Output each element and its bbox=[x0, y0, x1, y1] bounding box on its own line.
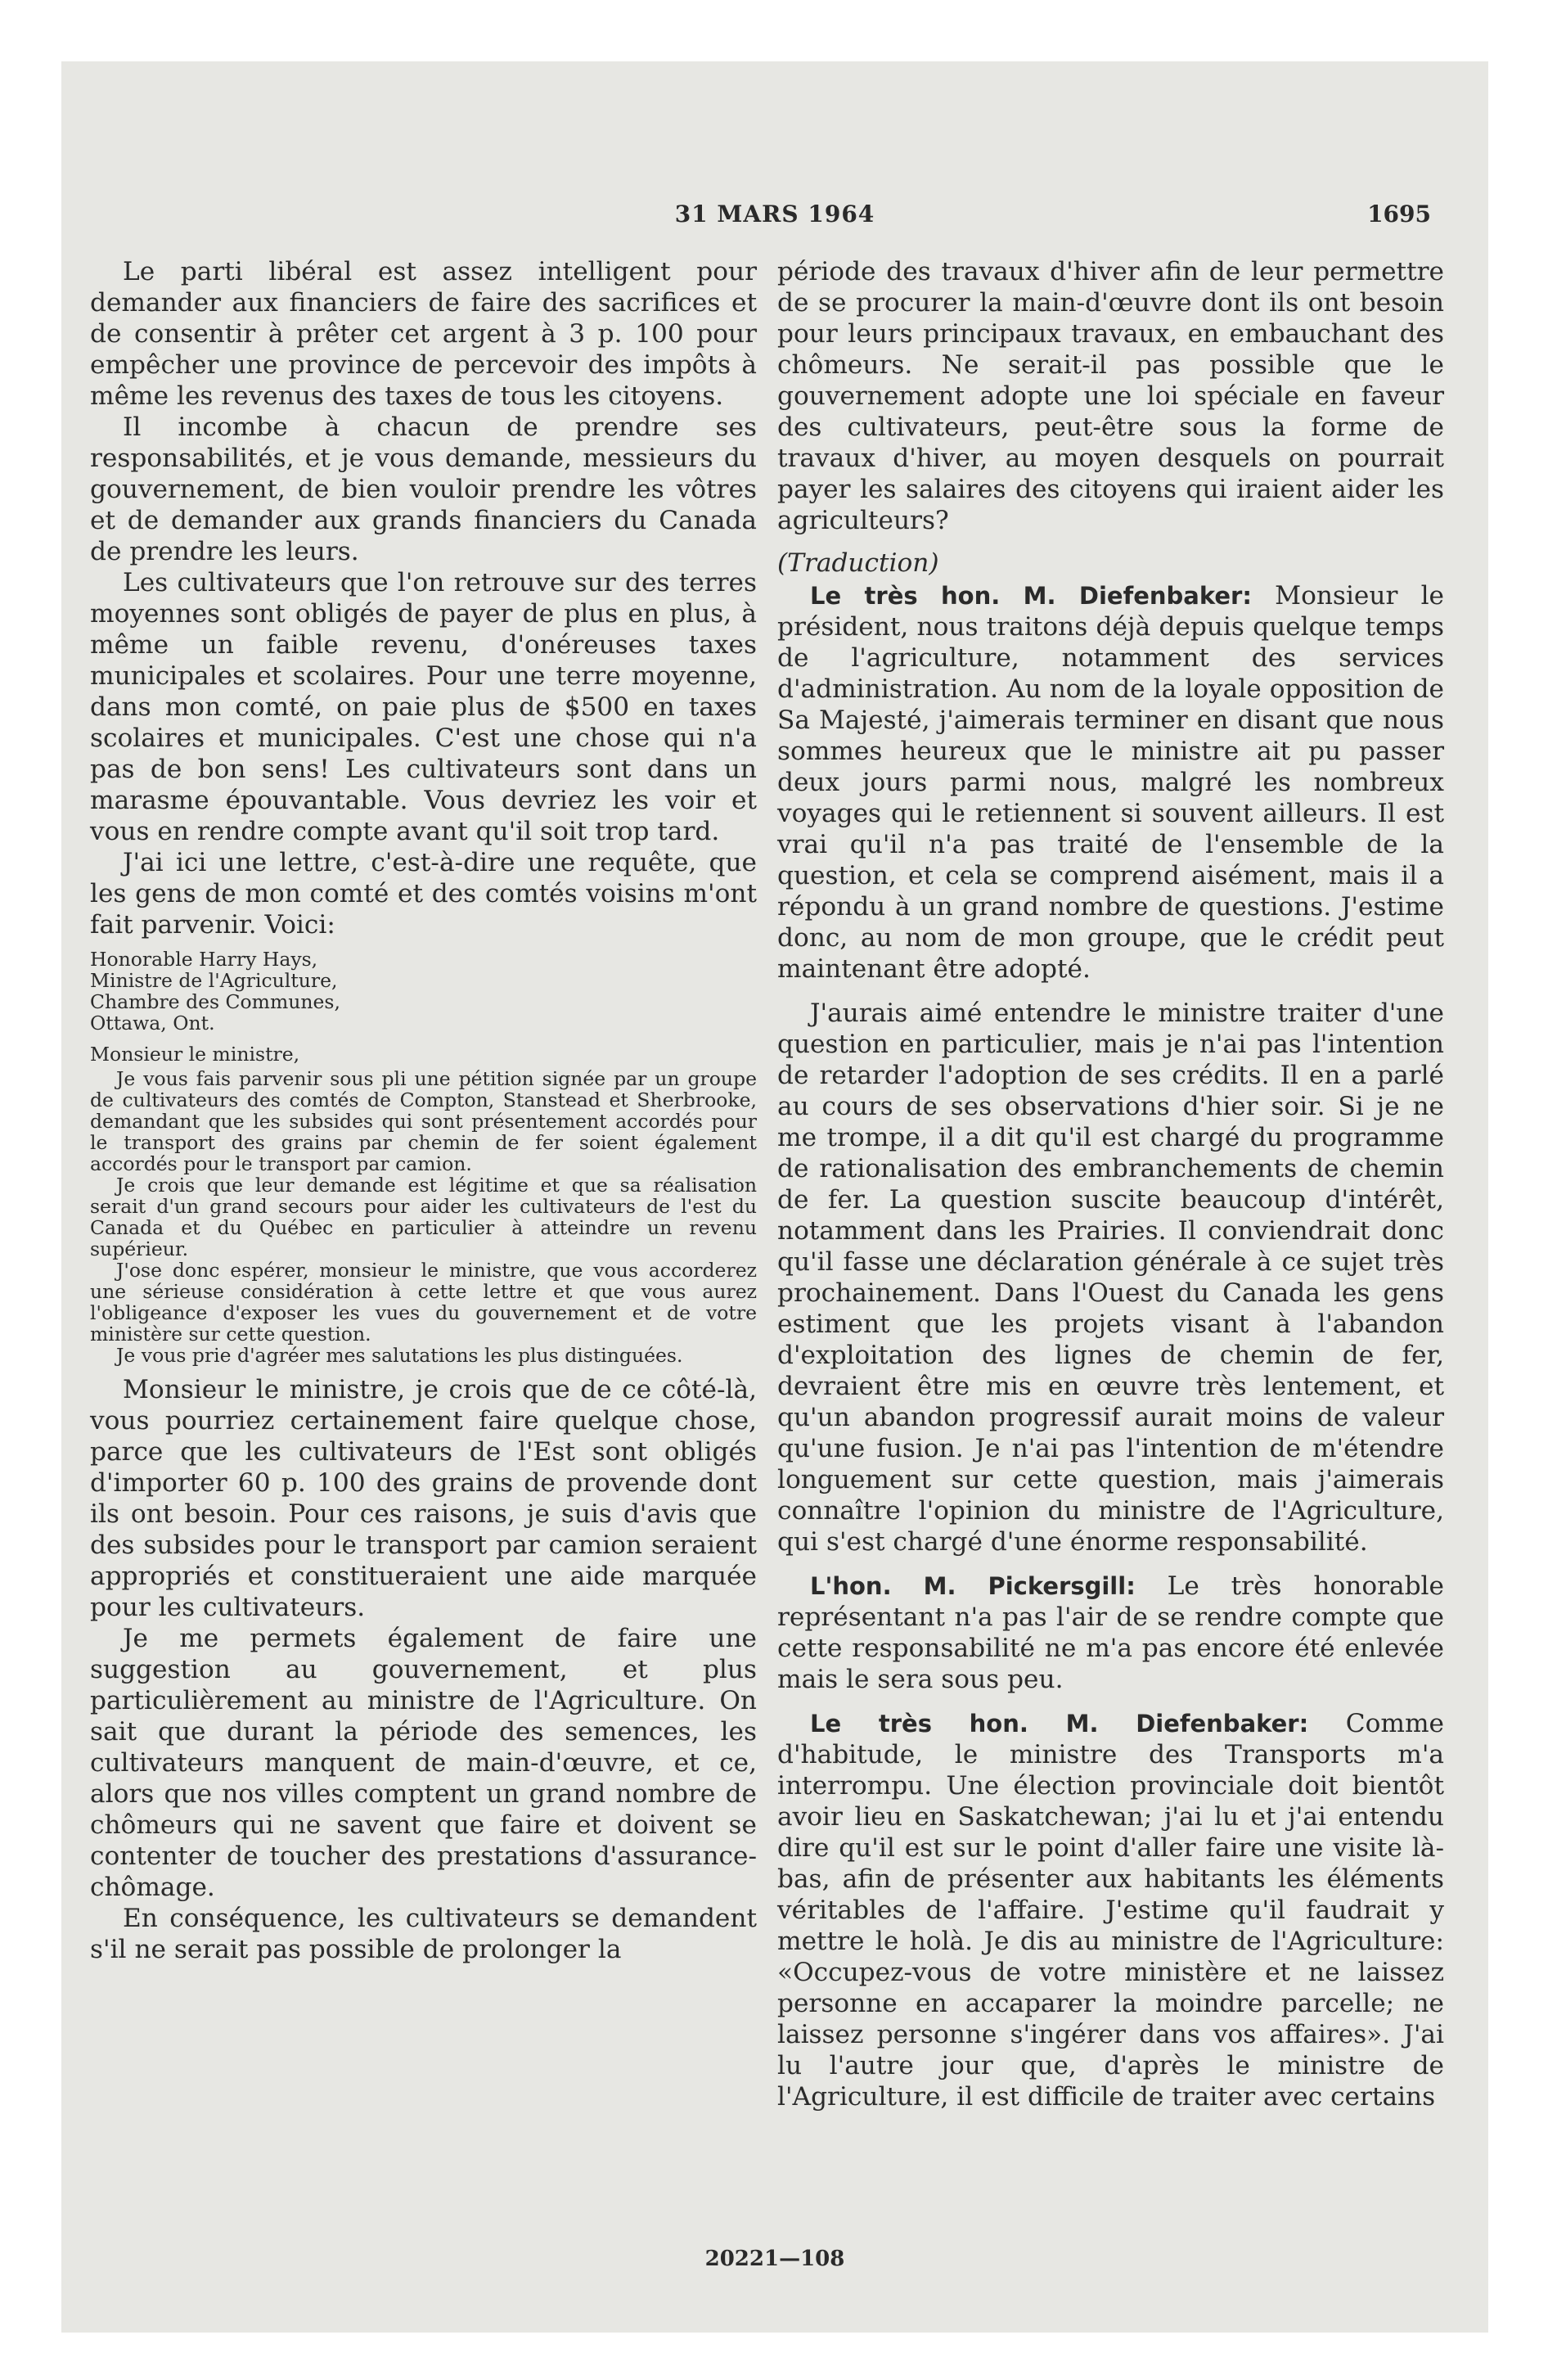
paragraph: J'aurais aimé entendre le ministre traiter d'une question en particulier, mais je n'ai pas l'intention de retarder l'adoption de ses crédits. Il en a parlé au cours de ses observations d'hier soir. Si je ne me trompe, il a dit qu'il est chargé du programme de rationalisation des embranchements de chemin de fer. La question suscite beaucoup d'intérêt, notamment dans les Prairies. Il conviendrait donc qu'il fasse une déclaration générale à ce sujet très prochainement. Dans l'Ouest du Canada les gens estiment que les projets visant à l'abandon d'exploitation des lignes de chemin de fer, devraient être mis en œuvre très lentement, et qu'un abandon progressif aurait moins de valeur qu'une fusion. Je n'ai pas l'intention de m'étendre longuement sur cette question, mais j'aimerais connaître l'opinion du ministre de l'Agriculture, qui s'est chargé d'une énorme responsabilité. bbox=[777, 998, 1444, 1557]
page-header bbox=[61, 201, 1488, 233]
paragraph: Monsieur le ministre, je crois que de ce côté-là, vous pourriez certainement faire quelque chose, parce que les cultivateurs de l'Est sont obligés d'importer 60 p. 100 des grains de provende dont ils ont besoin. Pour ces raisons, je suis d'avis que des subsides pour le transport par camion seraient appropriés et constitueraient une aide marquée pour les cultivateurs. bbox=[90, 1375, 757, 1622]
right-column bbox=[777, 256, 1444, 2112]
speech-paragraph bbox=[777, 580, 1444, 985]
letter-paragraph: Je vous prie d'agréer mes salutations les plus distinguées. bbox=[116, 1344, 683, 1367]
letter-salutation: Monsieur le ministre, bbox=[90, 1043, 300, 1066]
speech-paragraph bbox=[777, 1571, 1444, 1695]
speaker-name: Le très hon. M. Diefenbaker: bbox=[810, 582, 1252, 610]
speech-text: Comme d'habitude, le ministre des Transports m'a interrompu. Une élection provinciale doit bientôt avoir lieu en Saskatchewan; j'ai lu et j'ai entendu dire qu'il est sur le point d'aller faire une visite là-bas, afin de présenter aux habitants les éléments véritables de l'affaire. J'estime qu'il faudrait y mettre le holà. Je dis au ministre de l'Agriculture: «Occupez-vous de votre ministère et ne laissez personne en accaparer la moindre parcelle; ne laissez personne s'ingérer dans vos affaires». J'ai lu l'autre jour que, d'après le ministre de l'Agriculture, il est difficile de traiter avec certains bbox=[777, 1709, 1444, 2112]
letter-address-line: Ottawa, Ont. bbox=[90, 1012, 215, 1034]
paragraph: Il incombe à chacun de prendre ses responsabilités, et je vous demande, messieurs du gouvernement, de bien vouloir prendre les vôtres et de demander aux grands financiers du Canada de prendre les leurs. bbox=[90, 412, 757, 566]
letter-address-line: Honorable Harry Hays, bbox=[90, 948, 318, 971]
paragraph: J'ai ici une lettre, c'est-à-dire une requête, que les gens de mon comté et des comtés voisins m'ont fait parvenir. Voici: bbox=[90, 848, 757, 940]
translation-note: (Traduction) bbox=[777, 548, 939, 578]
paragraph: période des travaux d'hiver afin de leur permettre de se procurer la main-d'œuvre dont ils ont besoin pour leurs principaux travaux, en embauchant des chômeurs. Ne serait-il pas possible que le gouvernement adopte une loi spéciale en faveur des cultivateurs, peut-être sous la forme de travaux d'hiver, au moyen desquels on pourrait payer les salaires des citoyens qui iraient aider les agriculteurs? bbox=[777, 257, 1444, 535]
paragraph: En conséquence, les cultivateurs se demandent s'il ne serait pas possible de prolonger la bbox=[90, 1904, 757, 1964]
speech-text: Le très honorable représentant n'a pas l'air de se rendre compte que cette responsabilité ne m'a pas encore été enlevée mais le sera sous peu. bbox=[777, 1571, 1444, 1694]
speaker-name: Le très hon. M. Diefenbaker: bbox=[810, 1710, 1309, 1738]
page-number: 1695 bbox=[1367, 201, 1431, 228]
paragraph: Le parti libéral est assez intelligent pour demander aux financiers de faire des sacrifices et de consentir à prêter cet argent à 3 p. 100 pour empêcher une province de percevoir des impôts à même les revenus des taxes de tous les citoyens. bbox=[90, 257, 757, 411]
speech-paragraph bbox=[777, 1708, 1444, 2112]
letter-address-line: Ministre de l'Agriculture, bbox=[90, 969, 338, 992]
speech-text: Monsieur le président, nous traitons déjà depuis quelque temps de l'agriculture, notamment des services d'administration. Au nom de la loyale opposition de Sa Majesté, j'aimerais terminer en disant que nous sommes heureux que le ministre ait pu passer deux jours parmi nous, malgré les nombreux voyages qui le retiennent si souvent ailleurs. Il est vrai qu'il n'a pas traité de l'ensemble de la question, et cela se comprend aisément, mais il a répondu à un grand nombre de questions. J'estime donc, au nom de mon groupe, que le crédit peut maintenant être adopté. bbox=[777, 581, 1445, 984]
speaker-name: L'hon. M. Pickersgill: bbox=[810, 1572, 1136, 1600]
left-column bbox=[90, 256, 757, 1965]
paragraph: Les cultivateurs que l'on retrouve sur des terres moyennes sont obligés de payer de plus en plus, à même un faible revenu, d'onéreuses taxes municipales et scolaires. Pour une terre moyenne, dans mon comté, on paie plus de $500 en taxes scolaires et municipales. C'est une chose qui n'a pas de bon sens! Les cultivateurs sont dans un marasme épouvantable. Vous devriez les voir et vous en rendre compte avant qu'il soit trop tard. bbox=[90, 568, 757, 846]
page-footer-signature: 20221—108 bbox=[704, 2247, 845, 2271]
paragraph: Je me permets également de faire une suggestion au gouvernement, et plus particulièrement au ministre de l'Agriculture. On sait que durant la période des semences, les cultivateurs manquent de main-d'œuvre, et ce, alors que nos villes comptent un grand nombre de chômeurs qui ne savent que faire et doivent se contenter de toucher des prestations d'assurance-chômage. bbox=[90, 1624, 757, 1902]
letter-paragraph: Je crois que leur demande est légitime et que sa réalisation serait d'un grand secours pour aider les cultivateurs de l'est du Canada et du Québec en particulier à atteindre un revenu supérieur. bbox=[90, 1174, 757, 1260]
page-date: 31 MARS 1964 bbox=[674, 201, 875, 228]
quoted-letter bbox=[90, 949, 757, 1366]
letter-paragraph: Je vous fais parvenir sous pli une pétition signée par un groupe de cultivateurs des comtés de Compton, Stanstead et Sherbrooke, demandant que les subsides qui sont présentement accordés pour le transport des grains par chemin de fer soient également accordés pour le transport par camion. bbox=[90, 1067, 757, 1175]
letter-address-line: Chambre des Communes, bbox=[90, 990, 340, 1013]
page-sheet bbox=[61, 61, 1488, 2333]
letter-paragraph: J'ose donc espérer, monsieur le ministre, que vous accorderez une sérieuse considération à cette lettre et que vous aurez l'obligeance d'exposer les vues du gouvernement et de votre ministère sur cette question. bbox=[90, 1259, 757, 1346]
